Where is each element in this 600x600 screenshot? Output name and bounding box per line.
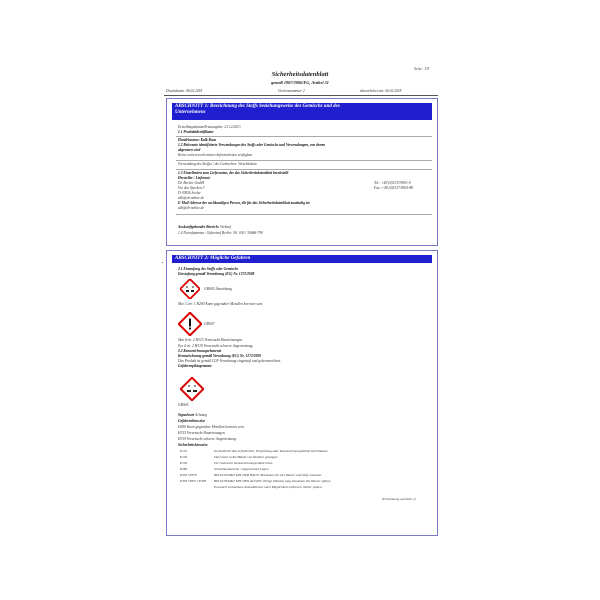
p-code: P280 [180, 467, 188, 471]
hazard-pictograms-title: Gefahrenpiktogramme [178, 364, 212, 368]
product-identifier: 1.1 Produktidentifikator [178, 130, 214, 134]
information-department-value: Verkauf [219, 225, 231, 229]
exclamation-mark-icon [178, 312, 202, 336]
p-code: P305+P351+P338 [180, 479, 207, 483]
p-text: Schutzhandschuhe / Augenschutz tragen. [214, 467, 270, 471]
relevant-uses-line1: 1.2 Relevante identifizierte Verwendungen des Stoffs oder Gemischs und Verwendungen, von denen [178, 143, 326, 147]
signal-word-value: Achtung [195, 413, 208, 417]
trade-name: Handelsname: Kalk Raus [178, 138, 217, 142]
p-text: Eventuell vorhandene Kontaktlinsen nach Möglichkeit entfernen. Weiter spülen. [214, 485, 323, 489]
p-text: Vor Gebrauch Kennzeichnungsetikett lesen. [214, 461, 274, 465]
version-number: Versionsnummer 2 [278, 89, 305, 93]
precautionary-statements-title: Sicherheitshinweise [178, 443, 208, 447]
section1-header [172, 103, 432, 120]
h319-statement: H319 Verursacht schwere Augenreizung. [178, 437, 237, 441]
section1-header-line2: Unternehmens [175, 110, 206, 115]
ghs05-label: GHS05 Ätzwirkung [204, 287, 232, 291]
ghs07-label: GHS07 [204, 322, 215, 326]
p-text: BEI KONTAKT MIT DEN AUGEN: Einige Minuten lang behutsam mit Wasser spülen. [214, 479, 332, 483]
continuation-note: (Fortsetzung auf Seite 2) [382, 497, 416, 501]
h315-statement: H315 Verursacht Hautreizungen. [178, 431, 226, 435]
print-date: Druckdatum: 06.02.2018 [166, 89, 203, 93]
corrosion-icon [180, 377, 204, 401]
relevant-uses-line2: abgeraten wird [178, 148, 201, 152]
h290-statement: H290 Kann gegenüber Metallen korrosiv sein. [178, 425, 245, 429]
labelling-note: Das Produkt ist gemäß CLP-Verordnung eingestuft und gekennzeichnet. [178, 359, 282, 363]
emergency-number: 1.4 Notrufnummer: Giftnotruf Berlin: Tel. 030 / 30686-790 [178, 231, 263, 235]
p-code: P101 [180, 449, 188, 453]
p-code: P103 [180, 461, 188, 465]
supplier-details-title: 1.3 Einzelheiten zum Lieferanten, der das Sicherheitsdatenblatt bereitstellt [178, 171, 289, 175]
p-text: Darf nicht in die Hände von Kindern gelangen. [214, 455, 279, 459]
document-title: Sicherheitsdatenblatt [271, 71, 329, 78]
creation-date: Erstellungsdatum/Erstausgabe: 23.12.2013 [178, 125, 241, 129]
p-code: P102 [180, 455, 188, 459]
p-text: BEI KONTAKT MIT DER HAUT: Behutsam mit viel Wasser und Seife waschen. [214, 473, 322, 477]
street-address: Vor den Specken 3 [178, 186, 205, 190]
document-subtitle: gemäß 1907/2006/EG, Artikel 31 [271, 80, 329, 85]
p-code: P302+P350 [180, 473, 197, 477]
divider [176, 136, 432, 137]
email-contact-title: E-Mail-Adresse der sachkundigen Person, die für das Sicherheitsdatenblatt zuständig ist: [178, 201, 311, 205]
section2-header: ABSCHNITT 2: Mögliche Gefahren [172, 255, 432, 263]
p-text: Ist ärztlicher Rat erforderlich, Verpackung oder Kennzeichnungsetikett bereithalten. [214, 449, 329, 453]
city: D-30926 Seelze [178, 191, 201, 195]
fax-number: Fax: +49 (0)5137/9901-88 [374, 186, 413, 190]
phone-number: Tel.: +49 (0)5137/9901-0 [374, 181, 411, 185]
company-name: Dr. Becher GmbH [178, 181, 205, 185]
labelling-elements-title: 2.2 Kennzeichnungselemente [178, 349, 222, 353]
divider [176, 160, 432, 161]
hazard-statements-title: Gefahrenhinweise [178, 419, 206, 423]
section1-header-line1: ABSCHNITT 1: Bezeichnung des Stoffs beziehungsweise des Gemischs und des [175, 104, 340, 109]
met-corr-classification: Met. Corr. 1 H290 Kann gegenüber Metallen korrosiv sein. [178, 302, 264, 306]
divider [176, 214, 432, 215]
section2-box [166, 250, 438, 536]
usage: Verwendung des Stoffes / des Gemisches: Verschiedene [178, 162, 258, 166]
classification-regulation: Einstufung gemäß Verordnung (EG) Nr. 1272/2008 [178, 272, 255, 276]
skin-irritation: Skin Irrit. 2 H315 Verursacht Hautreizungen. [178, 338, 244, 342]
header-rule [164, 95, 438, 96]
signal-word: Signalwort Achtung [178, 413, 208, 417]
bullet-marker: • [162, 260, 164, 265]
revision-date: überarbeitet am: 06.02.2018 [360, 89, 402, 93]
eye-irritation: Eye Irrit. 2 H319 Verursacht schwere Augenreizung. [178, 344, 254, 348]
information-department: Auskunftgebender Bereich: Verkauf [178, 225, 231, 229]
no-further-info: Keine weiteren relevanten Informationen verfügbar. [178, 153, 253, 157]
classification-title: 2.1 Einstufung des Stoffs oder Gemischs [178, 267, 239, 271]
email-contact-value[interactable]: sdb@zb-online.de [178, 206, 204, 210]
divider [176, 169, 432, 170]
page-number: Seite: 1/9 [414, 66, 430, 71]
labelling-regulation: Kennzeichnung gemäß Verordnung (EG) Nr. 1272/2008 [178, 354, 261, 358]
manufacturer-label: Hersteller / Lieferant: [178, 176, 211, 180]
corrosion-icon [180, 279, 200, 299]
ghs05-small-label: GHS05 [178, 403, 189, 407]
email-address[interactable]: sdb@zb-online.de [178, 196, 204, 200]
